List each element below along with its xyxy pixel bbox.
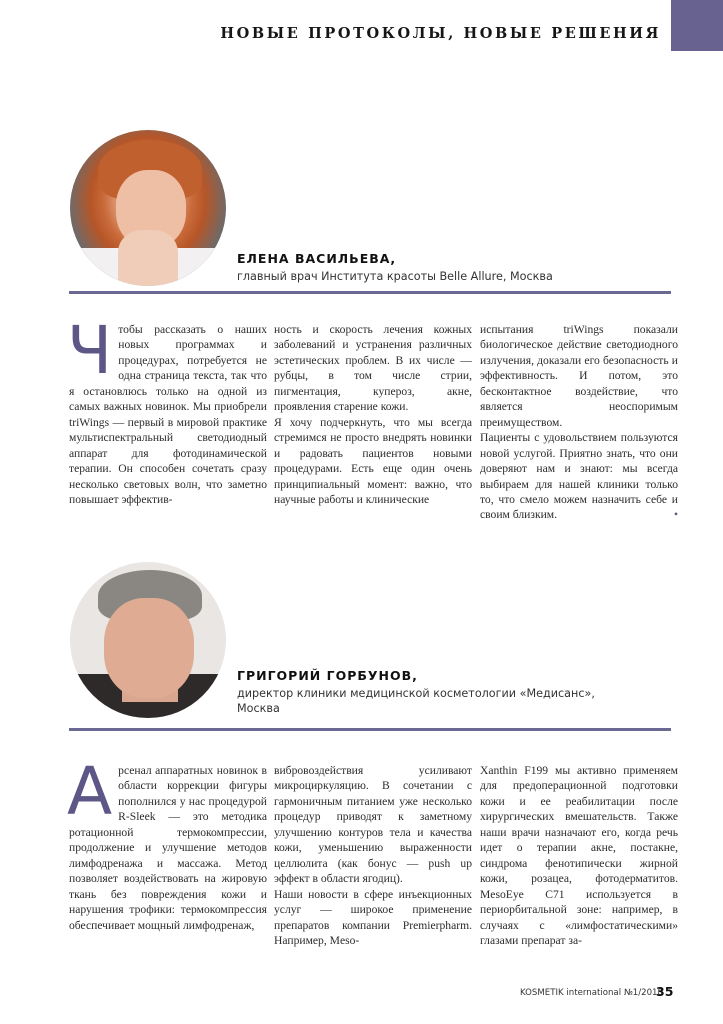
divider [69, 728, 671, 731]
article-column-2 [274, 763, 472, 948]
paragraph: Я хочу подчеркнуть, что мы всегда стремимся не просто внедрять новинки и радовать пациентов новыми процедурами. Есть еще один очень принципиальный момент: важно, что научные работы и клинические [274, 415, 472, 506]
drop-cap: А [67, 753, 113, 830]
paragraph: вибровоздействия усиливают микроциркуляцию. В сочетании с гармоничным питанием уже несколько процедур приводят к заметному улучшению контуров тела и качества кожи, уменьшению выраженности целлюлита (как бонус — push up эффект в области ягодиц). [274, 764, 472, 886]
paragraph: рсенал аппаратных новинок в области коррекции фигуры пополнился у нас процедурой R-Sleek — это методика ротационной термокомпрессии, продолжение и улучшение методов лимфодренажа и массажа. Метод позволяет воздействовать на жировую ткань без повреждения кожи и нарушения трофики: термокомпрессия обеспечивает мощный лимфодренаж, [69, 764, 267, 932]
expert-role [237, 686, 667, 716]
publication-info: KOSMETIK international №1/2018 [520, 988, 663, 998]
end-mark: • [673, 508, 678, 522]
divider [69, 291, 671, 294]
paragraph: тобы рассказать о наших новых программах и процедурах, потребуется не одна страница текста, так что я остановлюсь только на одной из самых важных новинок. Мы приобрели triWings — первый в мировой практике мультиспектральный светодиодный аппарат для фотодинамической терапии. Он способен сочетать сразу несколько световых волн, что заметно повышает эффектив- [69, 323, 267, 506]
article-column-3 [480, 763, 678, 948]
paragraph [480, 430, 678, 523]
section-title: НОВЫЕ ПРОТОКОЛЫ, НОВЫЕ РЕШЕНИЯ [220, 25, 661, 42]
article-column-1 [67, 312, 267, 507]
expert-name: ЕЛЕНА ВАСИЛЬЕВА, [237, 251, 397, 266]
expert-role-line: Москва [237, 702, 280, 715]
drop-cap: Ч [67, 312, 113, 389]
expert-role: главный врач Института красоты Belle Allure, Москва [237, 270, 553, 283]
portrait-hands [118, 230, 178, 286]
paragraph-text: Пациенты с удовольствием пользуются новой услугой. Приятно знать, что они доверяют нам и знают: мы всегда выбираем для нашей клиники только то, что смело можем назначить себе и своим близким. [480, 431, 678, 522]
portrait-elena-vasilyeva [70, 130, 226, 286]
page-number: 35 [656, 984, 674, 999]
portrait-grigory-gorbunov [70, 562, 226, 718]
article-column-2 [274, 322, 472, 507]
paragraph: ность и скорость лечения кожных заболеваний и устранения различных эстетических проблем. В их числе — рубцы, в том числе стрии, пигментация, купероз, акне, проявления старение кожи. [274, 323, 472, 414]
paragraph: Xanthin F199 мы активно применяем для предоперационной подготовки кожи и ее реабилитации после хирургических вмешательств. Также наши врачи назначают его, когда речь идет о терапии акне, постакне, синдрома фенотипически жирной кожи, розацеа, фотодерматитов. MesoEye C71 используется в периорбитальной зоне: например, в случаях с «лимфостатическими» глазами препарат за- [480, 764, 678, 947]
section-color-tab [671, 0, 723, 51]
article-column-3 [480, 322, 678, 523]
article-column-1 [67, 753, 267, 933]
expert-role-line: директор клиники медицинской косметологии «Медисанс», [237, 687, 595, 700]
portrait-face [104, 598, 194, 698]
paragraph: испытания triWings показали биологическое действие светодиодного излучения, доказали его безопасность и эффективность. И потом, это бесконтактное воздействие, что является неоспоримым преимуществом. [480, 323, 678, 429]
expert-name: ГРИГОРИЙ ГОРБУНОВ, [237, 668, 418, 683]
paragraph: Наши новости в сфере инъекционных услуг — широкое применение препаратов компании Premierpharm. Например, Meso- [274, 887, 472, 947]
